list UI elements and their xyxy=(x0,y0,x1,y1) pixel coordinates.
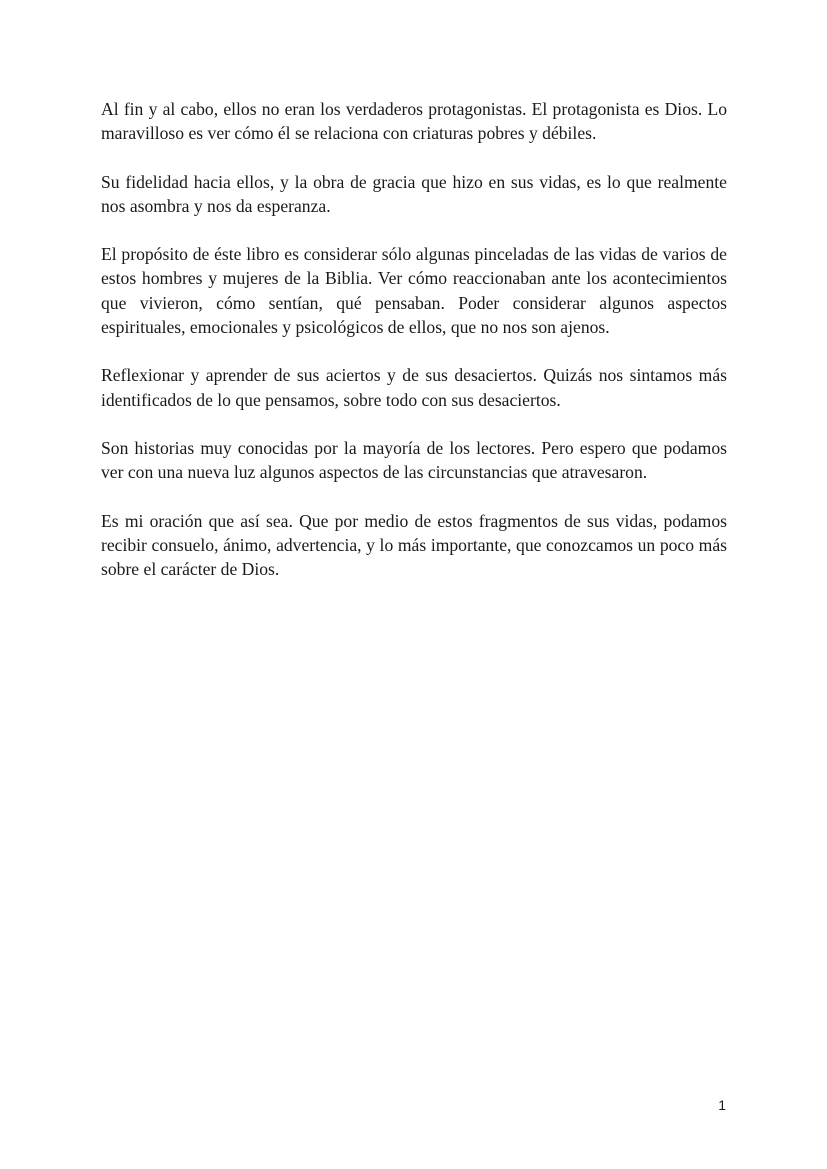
paragraph: Al fin y al cabo, ellos no eran los verdaderos protagonistas. El protagonista es Dios. Lo maravilloso es ver cómo él se relaciona con criaturas pobres y débiles. xyxy=(101,99,727,144)
paragraph: El propósito de éste libro es considerar sólo algunas pinceladas de las vidas de varios de estos hombres y mujeres de la Biblia. Ver cómo reaccionaban ante los acontecimientos que vivieron, cómo sentían, qué pensaban. Poder considerar algunos aspectos espirituales, emocionales y psicológicos de ellos, que no nos son ajenos. xyxy=(101,244,727,338)
page-number: 1 xyxy=(718,1097,726,1113)
paragraph: Reflexionar y aprender de sus aciertos y de sus desaciertos. Quizás nos sintamos más identificados de lo que pensamos, sobre todo con sus desaciertos. xyxy=(101,365,727,410)
paragraph: Son historias muy conocidas por la mayoría de los lectores. Pero espero que podamos ver con una nueva luz algunos aspectos de las circunstancias que atravesaron. xyxy=(101,437,727,483)
paragraph: Su fidelidad hacia ellos, y la obra de gracia que hizo en sus vidas, es lo que realmente nos asombra y nos da esperanza. xyxy=(101,171,727,216)
document-body xyxy=(101,97,727,605)
paragraph: Es mi oración que así sea. Que por medio de estos fragmentos de sus vidas, podamos recibir consuelo, ánimo, advertencia, y lo más importante, que conozcamos un poco más sobre el carácter de Dios. xyxy=(101,510,727,580)
